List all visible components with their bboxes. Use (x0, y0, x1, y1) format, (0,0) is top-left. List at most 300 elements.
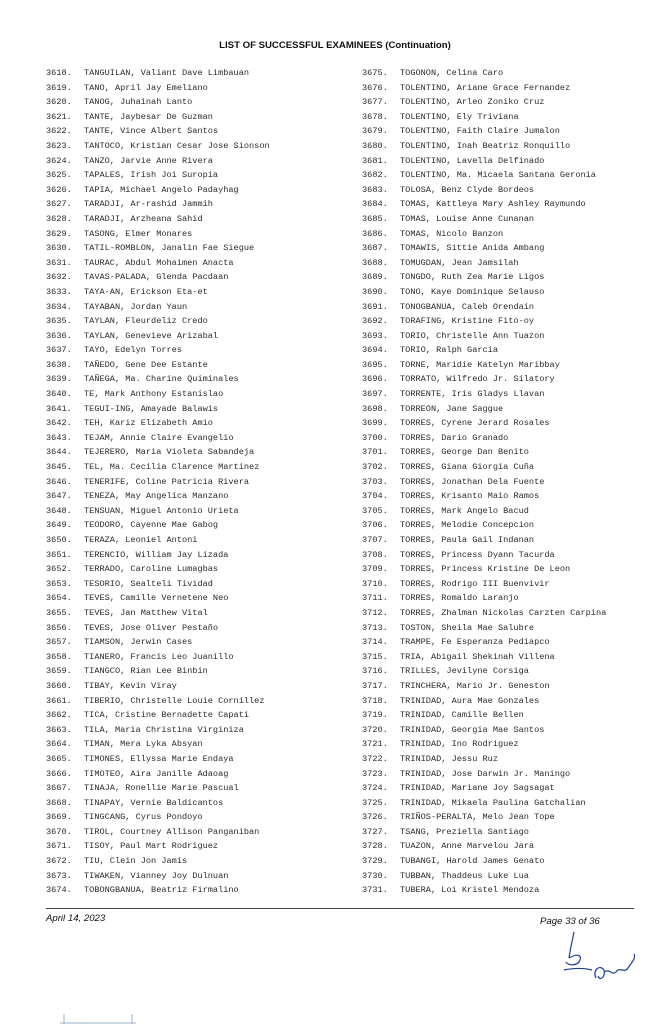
examinee-number: 3672. (46, 856, 72, 867)
examinee-number: 3645. (46, 462, 72, 473)
examinee-name: TORRES, Rodrigo III Buenvivir (400, 578, 550, 589)
examinee-name: TRINIDAD, Mikaela Paulina Gatchalian (400, 797, 586, 808)
examinee-name: TRINIDAD, Camille Bellen (400, 710, 524, 721)
examinee-number: 3702. (362, 462, 388, 473)
list-item (46, 591, 346, 606)
list-item (46, 314, 346, 329)
list-item (362, 606, 662, 621)
examinee-number: 3705. (362, 505, 388, 516)
list-item (362, 737, 662, 752)
list-item (362, 650, 662, 665)
list-item (46, 883, 346, 898)
list-item (46, 548, 346, 563)
examinee-number: 3648. (46, 505, 72, 516)
examinee-number: 3709. (362, 564, 388, 575)
list-item (46, 416, 346, 431)
list-item (46, 650, 346, 665)
examinee-number: 3693. (362, 330, 388, 341)
examinee-name: TERENCIO, William Jay Lizada (84, 549, 229, 560)
examinee-name: TIMAN, Mera Lyka Absyan (84, 739, 203, 750)
list-item (362, 723, 662, 738)
examinee-number: 3691. (362, 301, 388, 312)
examinee-list-right (362, 66, 662, 898)
examinee-name: TOMAS, Louise Anne Cunanan (400, 213, 535, 224)
footer-date: April 14, 2023 (46, 913, 106, 924)
examinee-number: 3667. (46, 783, 72, 794)
examinee-number: 3637. (46, 345, 72, 356)
examinee-number: 3680. (362, 140, 388, 151)
examinee-name: TOBONGBANUA, Beatriz Firmalino (84, 885, 239, 896)
examinee-name: TASONG, Elmer Monares (84, 228, 193, 239)
examinee-number: 3692. (362, 316, 388, 327)
list-item (362, 883, 662, 898)
list-item (362, 183, 662, 198)
examinee-number: 3686. (362, 228, 388, 239)
examinee-name: TRINIDAD, Georgia Mae Santos (400, 724, 545, 735)
list-item (46, 504, 346, 519)
examinee-number: 3641. (46, 403, 72, 414)
examinee-name: TEGUI-ING, Amayade Balawis (84, 403, 219, 414)
examinee-name: TAYLAN, Fleurdeliz Credo (84, 316, 208, 327)
list-item (46, 577, 346, 592)
page-title: LIST OF SUCCESSFUL EXAMINEES (Continuation) (219, 40, 451, 51)
examinee-number: 3727. (362, 826, 388, 837)
list-item (46, 445, 346, 460)
list-item (362, 635, 662, 650)
examinee-name: TRINIDAD, Mariane Joy Sagsagat (400, 783, 555, 794)
list-item (362, 562, 662, 577)
examinee-name: TUBERA, Loi Kristel Mendoza (400, 885, 540, 896)
list-item (46, 139, 346, 154)
examinee-number: 3722. (362, 753, 388, 764)
examinee-number: 3685. (362, 213, 388, 224)
list-item (46, 270, 346, 285)
examinee-name: TINAPAY, Vernie Baldicantos (84, 797, 224, 808)
list-item (362, 329, 662, 344)
examinee-name: TORRES, Krisanto Maio Ramos (400, 491, 540, 502)
examinee-number: 3630. (46, 243, 72, 254)
examinee-name: TORRES, George Dan Benito (400, 447, 529, 458)
examinee-number: 3633. (46, 286, 72, 297)
list-item (46, 241, 346, 256)
examinee-name: TIAMSON, Jerwin Cases (84, 637, 193, 648)
list-item (46, 227, 346, 242)
list-item (362, 81, 662, 96)
examinee-number: 3627. (46, 199, 72, 210)
examinee-number: 3625. (46, 170, 72, 181)
examinee-name: TORRES, Cyrene Jerard Rosales (400, 418, 550, 429)
list-item (46, 708, 346, 723)
page-prefix: Page (540, 916, 566, 927)
examinee-name: TONO, Kaye Dominique Selauso (400, 286, 545, 297)
examinee-name: TISOY, Paul Mart Rodriguez (84, 841, 219, 852)
list-item (362, 402, 662, 417)
examinee-number: 3704. (362, 491, 388, 502)
list-item (46, 343, 346, 358)
examinee-number: 3671. (46, 841, 72, 852)
list-item (46, 431, 346, 446)
examinee-name: TAÑEGA, Ma. Charine Quiminales (84, 374, 239, 385)
examinee-name: TRILLES, Jevilyne Corsiga (400, 666, 529, 677)
list-item (362, 591, 662, 606)
page-current: 33 (565, 916, 576, 927)
list-item (46, 95, 346, 110)
examinee-number: 3689. (362, 272, 388, 283)
examinee-name: TORRENTE, Iris Gladys Llavan (400, 389, 545, 400)
examinee-number: 3670. (46, 826, 72, 837)
examinee-name: TEODORO, Cayenne Mae Gabog (84, 520, 219, 531)
examinee-number: 3675. (362, 68, 388, 78)
list-item (46, 372, 346, 387)
examinee-number: 3729. (362, 856, 388, 867)
examinee-number: 3687. (362, 243, 388, 254)
examinee-number: 3674. (46, 885, 72, 896)
examinee-number: 3688. (362, 257, 388, 268)
examinee-number: 3665. (46, 753, 72, 764)
examinee-name: TORRES, Paula Gail Indanan (400, 535, 535, 545)
examinee-number: 3677. (362, 97, 388, 108)
list-item (46, 767, 346, 782)
examinee-name: TERRADO, Caroline Lumagbas (84, 564, 219, 575)
list-item (46, 256, 346, 271)
examinee-number: 3653. (46, 578, 72, 589)
examinee-name: TANGUILAN, Valiant Dave Limbauan (84, 68, 250, 78)
examinee-name: TOLENTINO, Ma. Micaela Santana Geronia (400, 170, 596, 181)
list-item (46, 300, 346, 315)
list-item (46, 606, 346, 621)
list-item (362, 664, 662, 679)
examinee-number: 3683. (362, 184, 388, 195)
list-item (46, 329, 346, 344)
examinee-name: TENERIFE, Coline Patricia Rivera (84, 476, 250, 487)
examinee-number: 3619. (46, 82, 72, 93)
examinee-number: 3730. (362, 870, 388, 881)
examinee-name: TARADJI, Ar-rashid Jammih (84, 199, 213, 210)
list-item (46, 679, 346, 694)
list-item (46, 285, 346, 300)
examinee-name: TIMONES, Ellyssa Marie Endaya (84, 753, 234, 764)
examinee-name: TAYA-AN, Erickson Eta-et (84, 286, 208, 297)
examinee-number: 3643. (46, 432, 72, 443)
examinee-name: TORRES, Dario Granado (400, 432, 509, 443)
examinee-name: TOMAS, Kattleya Mary Ashley Raymundo (400, 199, 586, 210)
examinee-name: TIANGCO, Rian Lee Binbin (84, 666, 208, 677)
examinee-name: TENSUAN, Miguel Antonio Urieta (84, 505, 239, 516)
examinee-name: TORRES, Princess Dyann Tacurda (400, 549, 555, 560)
examinee-name: TAPIA, Michael Angelo Padayhag (84, 184, 239, 195)
examinee-number: 3700. (362, 432, 388, 443)
list-item (362, 504, 662, 519)
examinee-name: TIBAY, Kevin Viray (84, 680, 177, 691)
examinee-number: 3652. (46, 564, 72, 575)
list-item (362, 285, 662, 300)
examinee-number: 3728. (362, 841, 388, 852)
scan-edge-mark (60, 1014, 136, 1024)
examinee-name: TUBANGI, Harold James Genato (400, 856, 545, 867)
examinee-number: 3725. (362, 797, 388, 808)
examinee-name: TAYLAN, Genevieve Arizabal (84, 330, 219, 341)
examinee-name: TRAMPE, Fe Esperanza Pediapco (400, 637, 550, 648)
examinee-number: 3669. (46, 812, 72, 823)
examinee-number: 3714. (362, 637, 388, 648)
page-number (540, 916, 600, 927)
examinee-number: 3681. (362, 155, 388, 166)
examinee-name: TEVES, Camille Vernetene Neo (84, 593, 229, 604)
examinee-name: TORRES, Zhalman Nickolas Carzten Carpina (400, 607, 607, 618)
examinee-name: TOLENTINO, Lavella Delfinado (400, 155, 545, 166)
examinee-number: 3663. (46, 724, 72, 735)
list-item (46, 475, 346, 490)
examinee-name: TANOG, Juhainah Lanto (84, 97, 193, 108)
examinee-name: TOLENTINO, Arleo Zoniko Cruz (400, 97, 545, 108)
list-item (362, 300, 662, 315)
list-item (362, 533, 662, 548)
list-item (362, 372, 662, 387)
examinee-name: TANTE, Vince Albert Santos (84, 126, 219, 137)
list-item (362, 518, 662, 533)
examinee-number: 3634. (46, 301, 72, 312)
examinee-number: 3656. (46, 622, 72, 633)
list-item (362, 839, 662, 854)
examinee-number: 3657. (46, 637, 72, 648)
examinee-number: 3659. (46, 666, 72, 677)
examinee-number: 3719. (362, 710, 388, 721)
list-item (362, 66, 662, 81)
list-item (362, 708, 662, 723)
examinee-number: 3706. (362, 520, 388, 531)
list-item (46, 168, 346, 183)
examinee-number: 3628. (46, 213, 72, 224)
examinee-name: TRINCHERA, Mario Jr. Geneston (400, 680, 550, 691)
examinee-name: TOGONON, Celina Caro (400, 68, 504, 78)
list-item (362, 95, 662, 110)
examinee-number: 3699. (362, 418, 388, 429)
examinee-number: 3712. (362, 607, 388, 618)
examinee-number: 3649. (46, 520, 72, 531)
examinee-number: 3621. (46, 111, 72, 122)
examinee-number: 3682. (362, 170, 388, 181)
examinee-name: TONOGBANUA, Caleb Orendain (400, 301, 535, 312)
examinee-number: 3715. (362, 651, 388, 662)
examinee-name: TORRATO, Wilfredo Jr. Silatory (400, 374, 555, 385)
list-item (362, 270, 662, 285)
examinee-number: 3708. (362, 549, 388, 560)
examinee-number: 3690. (362, 286, 388, 297)
list-item (46, 694, 346, 709)
examinee-name: TORIO, Ralph Garcia (400, 345, 498, 356)
list-item (46, 489, 346, 504)
examinee-number: 3701. (362, 447, 388, 458)
examinee-number: 3647. (46, 491, 72, 502)
list-item (46, 562, 346, 577)
list-item (362, 679, 662, 694)
list-item (362, 168, 662, 183)
examinee-number: 3639. (46, 374, 72, 385)
list-item (46, 810, 346, 825)
list-item (46, 212, 346, 227)
examinee-name: TOMAS, Nicolo Banzon (400, 228, 504, 239)
list-item (362, 110, 662, 125)
examinee-name: TRINIDAD, Jessu Ruz (400, 753, 498, 764)
list-item (46, 81, 346, 96)
examinee-name: TARADJI, Arzheana Sahid (84, 213, 203, 224)
examinee-number: 3622. (46, 126, 72, 137)
list-item (362, 154, 662, 169)
examinee-number: 3629. (46, 228, 72, 239)
examinee-name: TORRES, Princess Kristine De Leon (400, 564, 571, 575)
list-item (362, 577, 662, 592)
examinee-name: TORNE, Maridie Katelyn Maribbay (400, 359, 560, 370)
list-item (362, 212, 662, 227)
examinee-name: TOMUGDAN, Jean Jamsilah (400, 257, 519, 268)
examinee-name: TOLENTINO, Ely Triviana (400, 111, 519, 122)
list-item (46, 825, 346, 840)
list-item (362, 796, 662, 811)
examinee-number: 3618. (46, 68, 72, 78)
examinee-name: TIWAKEN, Vianney Joy Dulnuan (84, 870, 229, 881)
list-item (362, 752, 662, 767)
page-separator: of (575, 916, 590, 927)
examinee-number: 3632. (46, 272, 72, 283)
examinee-name: TORREON, Jane Saggue (400, 403, 504, 414)
examinee-name: TILA, Maria Christina Virginiza (84, 724, 244, 735)
examinee-name: TEVES, Jan Matthew Vital (84, 607, 208, 618)
examinee-number: 3716. (362, 666, 388, 677)
examinee-number: 3713. (362, 622, 388, 633)
examinee-name: TAYABAN, Jordan Yaun (84, 301, 188, 312)
examinee-name: TUBBAN, Thaddeus Luke Lua (400, 870, 529, 881)
examinee-name: TAÑEDO, Gene Dee Estante (84, 359, 208, 370)
examinee-number: 3651. (46, 549, 72, 560)
examinee-name: TIANERO, Francis Leo Juanillo (84, 651, 234, 662)
examinee-name: TINGCANG, Cyrus Pondoyo (84, 812, 203, 823)
list-item (362, 256, 662, 271)
examinee-name: TEJAM, Annie Claire Evangelio (84, 432, 234, 443)
examinee-number: 3720. (362, 724, 388, 735)
examinee-name: TANTE, Jaybesar De Guzman (84, 111, 213, 122)
examinee-number: 3661. (46, 695, 72, 706)
examinee-number: 3711. (362, 593, 388, 604)
examinee-number: 3654. (46, 593, 72, 604)
list-item (362, 314, 662, 329)
examinee-name: TORIO, Christelle Ann Tuazon (400, 330, 545, 341)
examinee-name: TORRES, Romaldo Laranjo (400, 593, 519, 604)
footer-divider (46, 908, 634, 909)
list-item (362, 416, 662, 431)
examinee-number: 3620. (46, 97, 72, 108)
examinee-name: TEL, Ma. Cecilia Clarence Martinez (84, 462, 260, 473)
examinee-name: TOLOSA, Benz Clyde Bordeos (400, 184, 535, 195)
examinee-number: 3631. (46, 257, 72, 268)
examinee-name: TOSTON, Sheila Mae Salubre (400, 622, 535, 633)
list-item (46, 635, 346, 650)
examinee-name: TESORIO, Sealteli Tividad (84, 578, 213, 589)
list-item (362, 227, 662, 242)
page-total: 36 (589, 916, 600, 927)
examinee-number: 3726. (362, 812, 388, 823)
examinee-number: 3698. (362, 403, 388, 414)
list-item (362, 854, 662, 869)
examinee-name: TEJERERO, Maria Violeta Sabandeja (84, 447, 255, 458)
examinee-number: 3626. (46, 184, 72, 195)
examinee-name: TRINIDAD, Ino Rodriguez (400, 739, 519, 750)
examinee-name: TRIÑOS-PERALTA, Melo Jean Tope (400, 812, 555, 823)
list-item (362, 387, 662, 402)
list-item (362, 810, 662, 825)
list-item (46, 621, 346, 636)
list-item (46, 358, 346, 373)
list-item (46, 723, 346, 738)
examinee-name: TERAZA, Leoniel Antoni (84, 535, 198, 545)
signature-icon (590, 950, 640, 990)
examinee-number: 3694. (362, 345, 388, 356)
examinee-list-left (46, 66, 346, 898)
examinee-name: TINAJA, Ronellie Marie Pascual (84, 783, 239, 794)
list-item (362, 358, 662, 373)
examinee-number: 3650. (46, 535, 72, 545)
examinee-number: 3676. (362, 82, 388, 93)
examinee-number: 3678. (362, 111, 388, 122)
list-item (46, 839, 346, 854)
examinee-number: 3679. (362, 126, 388, 137)
examinee-name: TICA, Cristine Bernadette Capati (84, 710, 250, 721)
list-item (46, 796, 346, 811)
examinee-number: 3623. (46, 140, 72, 151)
examinee-name: TIU, Clein Jon Jamis (84, 856, 188, 867)
examinee-number: 3695. (362, 359, 388, 370)
list-item (46, 460, 346, 475)
list-item (46, 124, 346, 139)
examinee-name: TANO, April Jay Emeliano (84, 82, 208, 93)
examinee-number: 3717. (362, 680, 388, 691)
examinee-name: TORRES, Melodie Concepcion (400, 520, 535, 531)
examinee-name: TORRES, Jonathan Dela Fuente (400, 476, 545, 487)
examinee-number: 3718. (362, 695, 388, 706)
list-item (46, 752, 346, 767)
examinee-name: TEVES, Jose Oliver Pestaño (84, 622, 219, 633)
examinee-name: TRINIDAD, Jose Darwin Jr. Maningo (400, 768, 571, 779)
examinee-name: TE, Mark Anthony Estanislao (84, 389, 224, 400)
list-item (362, 139, 662, 154)
examinee-number: 3658. (46, 651, 72, 662)
examinee-name: TRINIDAD, Aura Mae Gonzales (400, 695, 540, 706)
examinee-number: 3636. (46, 330, 72, 341)
examinee-number: 3696. (362, 374, 388, 385)
examinee-number: 3724. (362, 783, 388, 794)
examinee-name: TIROL, Courtney Allison Panganiban (84, 826, 260, 837)
examinee-name: TONGDO, Ruth Zea Marie Ligos (400, 272, 545, 283)
examinee-name: TENEZA, May Angelica Manzano (84, 491, 229, 502)
examinee-number: 3703. (362, 476, 388, 487)
examinee-number: 3660. (46, 680, 72, 691)
list-item (46, 197, 346, 212)
examinee-name: TAURAC, Abdul Mohaimen Anacta (84, 257, 234, 268)
examinee-name: TAPALES, Irish Joi Suropia (84, 170, 219, 181)
list-item (362, 460, 662, 475)
examinee-number: 3721. (362, 739, 388, 750)
list-item (46, 110, 346, 125)
examinee-name: TIMOTEO, Aira Janille Adaoag (84, 768, 229, 779)
list-item (362, 431, 662, 446)
examinee-name: TORRES, Giana Giorgia Cuña (400, 462, 535, 473)
examinee-number: 3644. (46, 447, 72, 458)
examinee-number: 3640. (46, 389, 72, 400)
list-item (362, 197, 662, 212)
list-item (362, 621, 662, 636)
list-item (362, 781, 662, 796)
list-item (46, 737, 346, 752)
examinee-number: 3666. (46, 768, 72, 779)
